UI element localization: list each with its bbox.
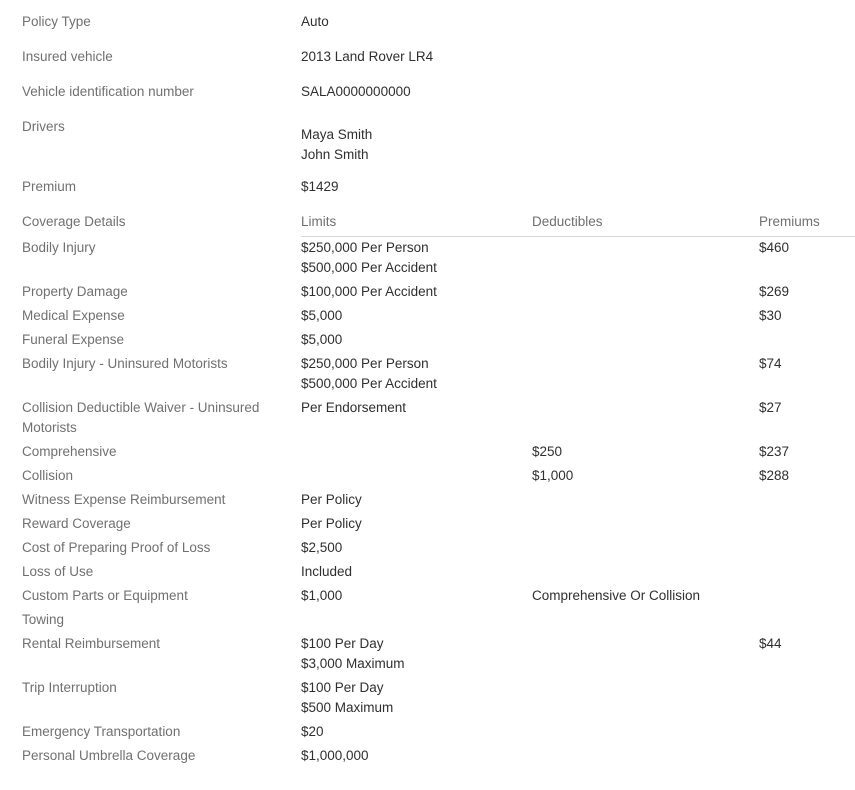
coverage-premium: $237 bbox=[759, 444, 790, 459]
coverage-limit: $1,000,000 bbox=[301, 748, 369, 763]
coverage-limit: $250,000 Per Person bbox=[301, 240, 429, 255]
vin-value: SALA0000000000 bbox=[301, 84, 411, 99]
coverage-premium: $269 bbox=[759, 284, 790, 299]
coverage-name: Trip Interruption bbox=[22, 680, 117, 695]
coverage-name: Collision bbox=[22, 468, 74, 483]
coverage-deductible: Comprehensive Or Collision bbox=[532, 588, 701, 603]
coverage-limit: Per Endorsement bbox=[301, 400, 407, 415]
coverage-premium: $288 bbox=[759, 468, 790, 483]
coverage-name: Bodily Injury - Uninsured Motorists bbox=[22, 356, 228, 371]
coverage-details-header: Coverage Details bbox=[22, 214, 126, 229]
driver-name: John Smith bbox=[301, 147, 369, 162]
limits-header: Limits bbox=[301, 214, 337, 229]
coverage-limit: $20 bbox=[301, 724, 324, 739]
coverage-limit: $500 Maximum bbox=[301, 700, 394, 715]
deductibles-header: Deductibles bbox=[532, 214, 603, 229]
coverage-name: Emergency Transportation bbox=[22, 724, 181, 739]
coverage-premium: $27 bbox=[759, 400, 782, 415]
coverage-name: Witness Expense Reimbursement bbox=[22, 492, 226, 507]
coverage-deductible: $250 bbox=[532, 444, 563, 459]
coverage-name: Reward Coverage bbox=[22, 516, 131, 531]
coverage-limit: $1,000 bbox=[301, 588, 343, 603]
coverage-premium: $460 bbox=[759, 240, 790, 255]
coverage-name: Loss of Use bbox=[22, 564, 94, 579]
coverage-premium: $74 bbox=[759, 356, 782, 371]
coverage-name: Bodily Injury bbox=[22, 240, 96, 255]
coverage-limit: $250,000 Per Person bbox=[301, 356, 429, 371]
coverage-name: Collision Deductible Waiver - Uninsured Motorists bbox=[22, 400, 260, 435]
vin-label: Vehicle identification number bbox=[22, 84, 194, 99]
coverage-name: Comprehensive bbox=[22, 444, 117, 459]
coverage-name: Funeral Expense bbox=[22, 332, 125, 347]
coverage-name: Rental Reimbursement bbox=[22, 636, 161, 651]
coverage-limit: $2,500 bbox=[301, 540, 343, 555]
coverage-limit: Included bbox=[301, 564, 353, 579]
coverage-limit: $500,000 Per Accident bbox=[301, 260, 437, 275]
coverage-limit: $500,000 Per Accident bbox=[301, 376, 437, 391]
insured-vehicle-label: Insured vehicle bbox=[22, 49, 113, 64]
coverage-name: Custom Parts or Equipment bbox=[22, 588, 188, 603]
coverage-limit: $100 Per Day bbox=[301, 636, 384, 651]
driver-name: Maya Smith bbox=[301, 127, 373, 142]
coverage-limit: $100,000 Per Accident bbox=[301, 284, 437, 299]
coverage-name: Towing bbox=[22, 612, 65, 627]
premium-label: Premium bbox=[22, 179, 77, 194]
policy-type-value: Auto bbox=[301, 14, 329, 29]
coverage-limit: $5,000 bbox=[301, 308, 343, 323]
drivers-label: Drivers bbox=[22, 119, 65, 134]
coverage-premium: $30 bbox=[759, 308, 782, 323]
coverage-name: Personal Umbrella Coverage bbox=[22, 748, 196, 763]
coverage-name: Medical Expense bbox=[22, 308, 125, 323]
header-divider bbox=[301, 236, 855, 237]
coverage-deductible: $1,000 bbox=[532, 468, 574, 483]
insured-vehicle-value: 2013 Land Rover LR4 bbox=[301, 49, 434, 64]
policy-type-label: Policy Type bbox=[22, 14, 91, 29]
coverage-limit: $3,000 Maximum bbox=[301, 656, 405, 671]
coverage-premium: $44 bbox=[759, 636, 782, 651]
premium-value: $1429 bbox=[301, 179, 339, 194]
coverage-name: Property Damage bbox=[22, 284, 128, 299]
premiums-header: Premiums bbox=[759, 214, 820, 229]
coverage-limit: Per Policy bbox=[301, 516, 362, 531]
coverage-limit: Per Policy bbox=[301, 492, 362, 507]
coverage-name: Cost of Preparing Proof of Loss bbox=[22, 540, 211, 555]
coverage-limit: $5,000 bbox=[301, 332, 343, 347]
coverage-limit: $100 Per Day bbox=[301, 680, 384, 695]
